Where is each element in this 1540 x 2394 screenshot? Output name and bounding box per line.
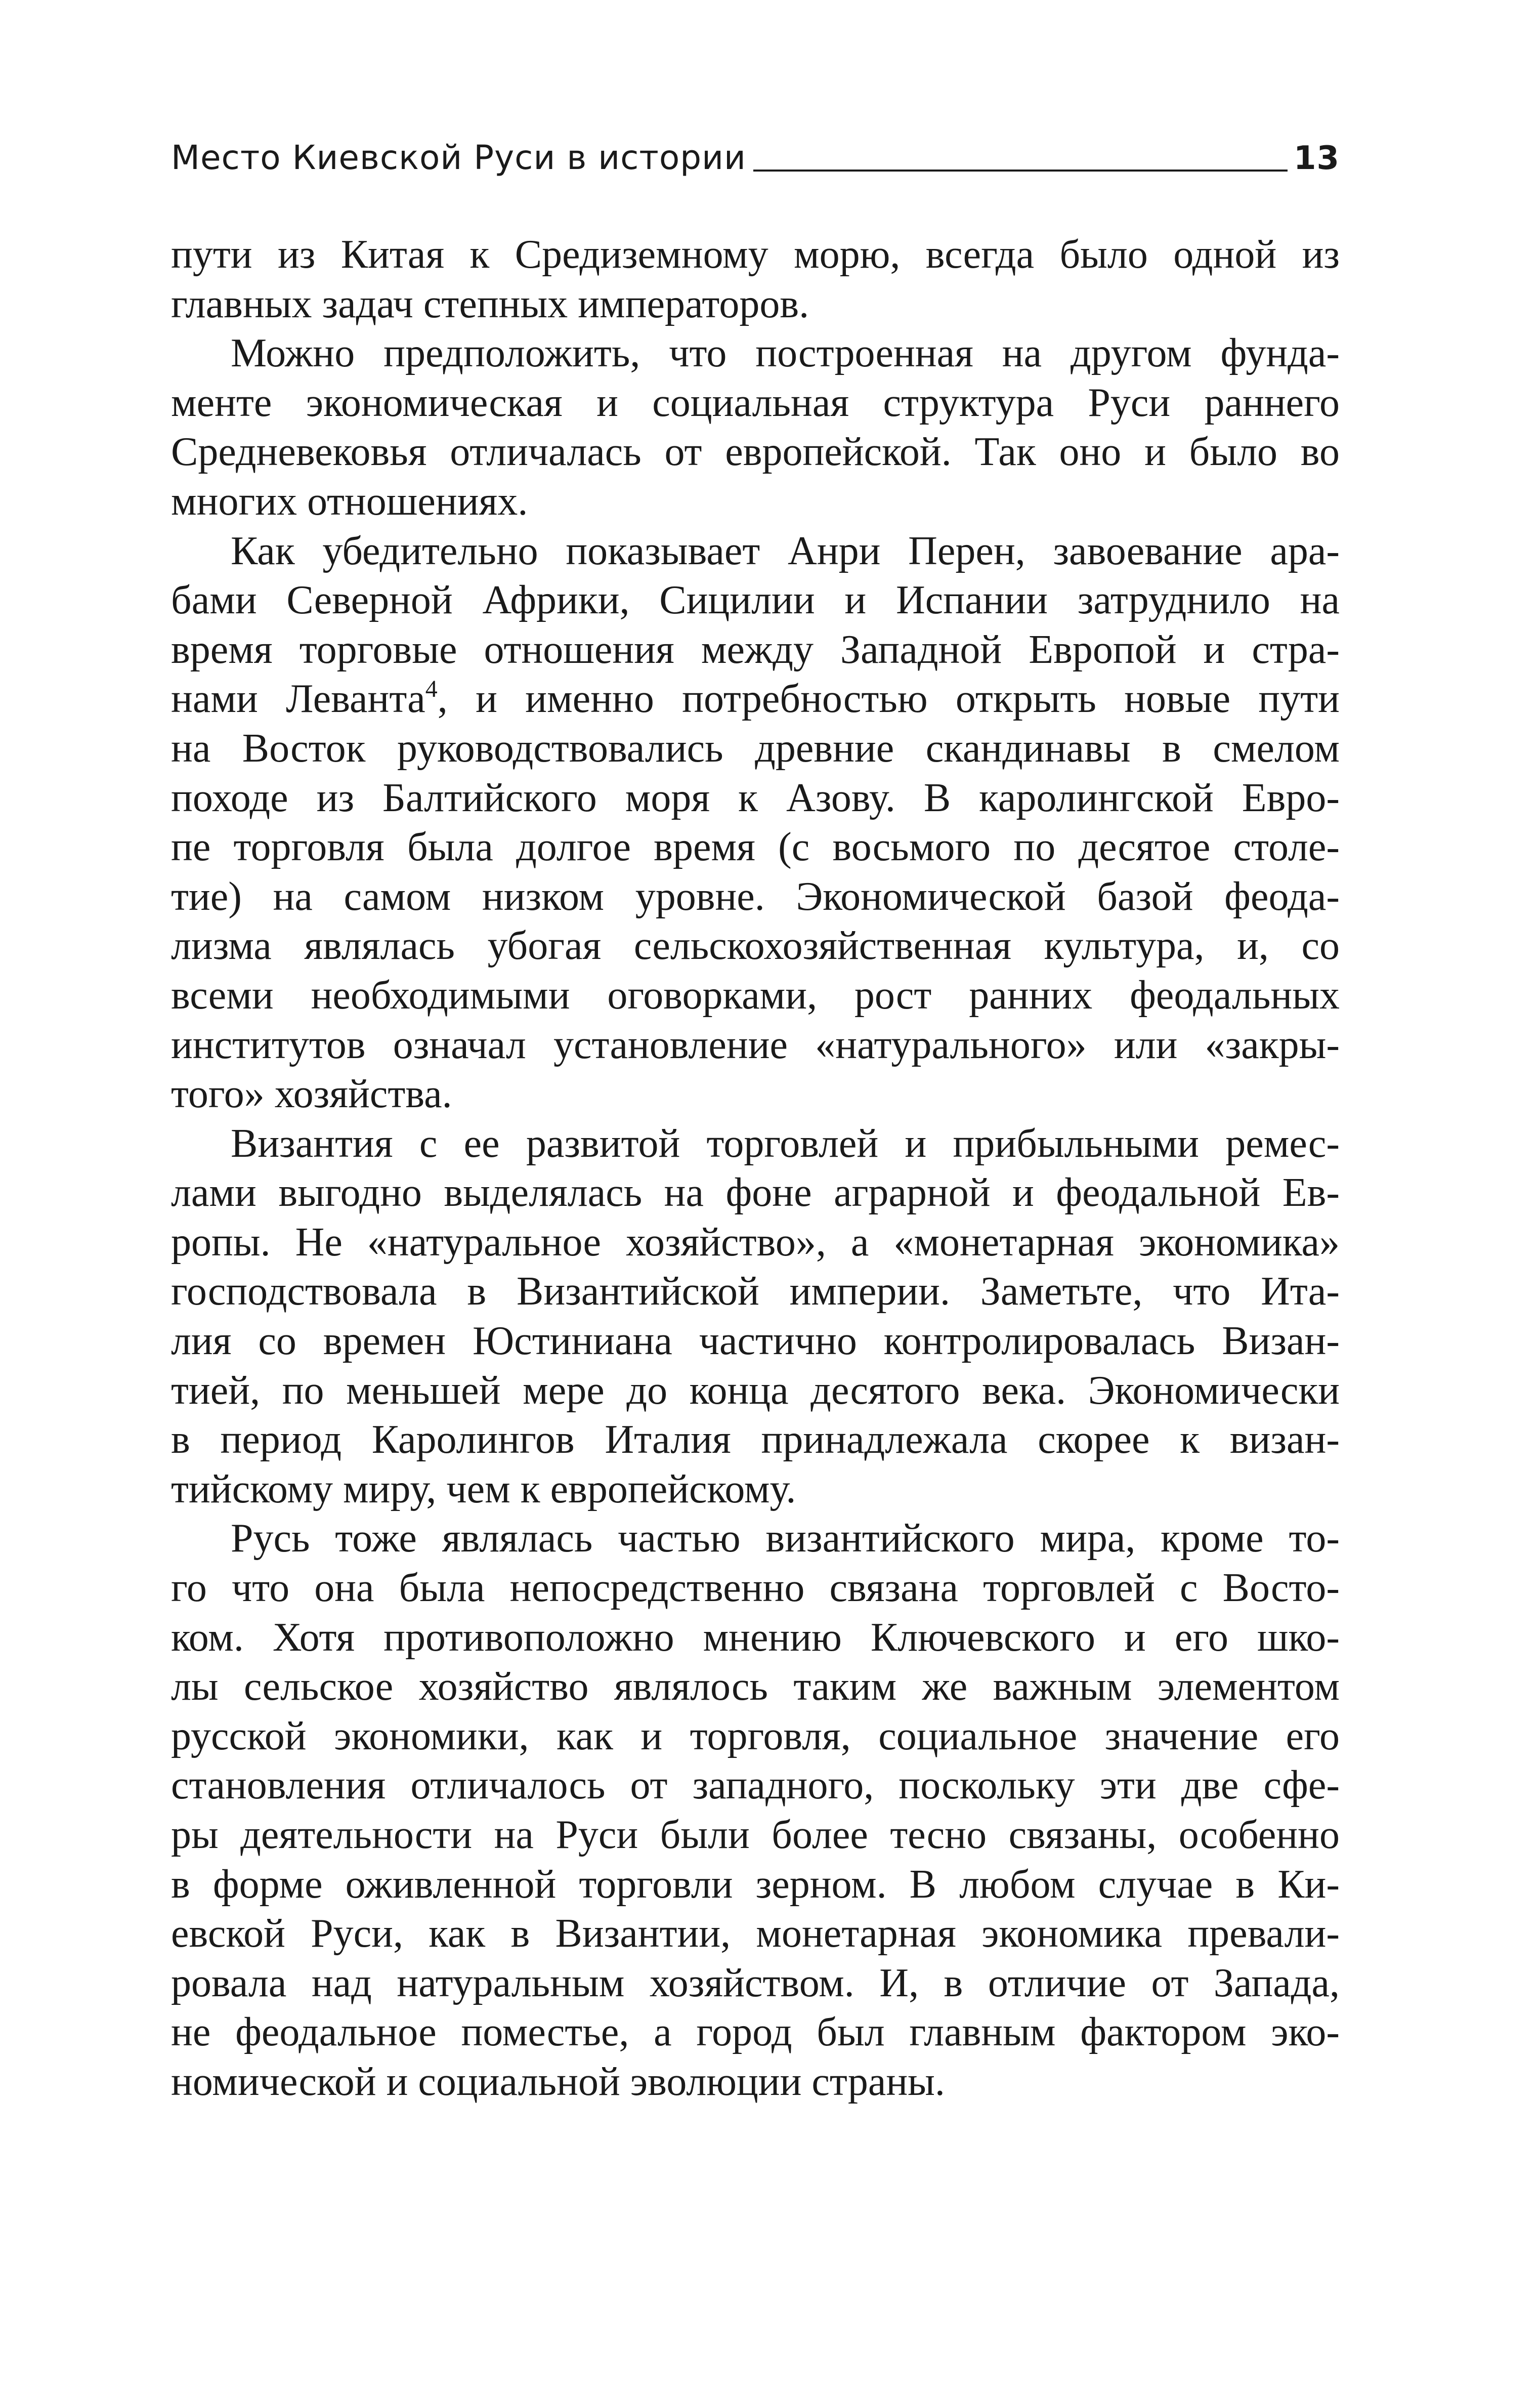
chapter-title: Место Киевской Руси в истории [171, 138, 746, 177]
text-line: время торговые отношения между Западной Европой и стра- [171, 627, 1340, 672]
text-line: евской Руси, как в Византии, монетарная экономика превали- [171, 1911, 1340, 1956]
text-line: главных задач степных императоров. [171, 281, 809, 326]
header-rule [753, 170, 1288, 172]
text-line: Как убедительно показывает Анри Перен, завоевание ара- [231, 528, 1340, 573]
text-line: всеми необходимыми оговорками, рост ранних феодальных [171, 973, 1340, 1018]
paragraph [171, 527, 1340, 1119]
running-head [171, 129, 1340, 175]
text-line: тийскому миру, чем к европейскому. [171, 1466, 796, 1511]
text-line: Византия с ее развитой торговлей и прибыльными ремес- [231, 1121, 1340, 1166]
paragraph [171, 1119, 1340, 1515]
text-line: тией, по меньшей мере до конца десятого века. Экономически [171, 1368, 1340, 1413]
text-line: лами выгодно выделялась на фоне аграрной и феодальной Ев- [171, 1170, 1340, 1215]
text-line: лы сельское хозяйство являлось таким же важным элементом [171, 1664, 1340, 1709]
body-text [171, 230, 1340, 2107]
page-number: 13 [1293, 140, 1340, 177]
text-line: Можно предположить, что построенная на другом фунда- [231, 331, 1340, 376]
text-fragment: нами Леванта [171, 677, 425, 722]
text-line: институтов означал установление «натурального» или «закры- [171, 1022, 1340, 1067]
text-line: не феодальное поместье, а город был главным фактором эко- [171, 2010, 1340, 2055]
text-line: того» хозяйства. [171, 1072, 452, 1117]
paragraph [171, 1514, 1340, 2107]
text-line: на Восток руководствовались древние скандинавы в смелом [171, 726, 1340, 771]
text-line: тие) на самом низком уровне. Экономической базой феода- [171, 874, 1340, 919]
text-line: ропы. Не «натуральное хозяйство», а «монетарная экономика» [171, 1220, 1340, 1265]
footnote-ref[interactable]: 4 [425, 676, 438, 703]
text-line: лия со времен Юстиниана частично контролировалась Визан- [171, 1319, 1340, 1364]
text-line: ровала над натуральным хозяйством. И, в отличие от Запада, [171, 1960, 1340, 2005]
paragraph [171, 230, 1340, 329]
text-line: становления отличалось от западного, поскольку эти две сфе- [171, 1763, 1340, 1808]
text-line: лизма являлась убогая сельскохозяйственная культура, и, со [171, 923, 1340, 969]
paragraph [171, 329, 1340, 526]
text-line: русской экономики, как и торговля, социальное значение его [171, 1713, 1340, 1758]
text-line: многих отношениях. [171, 479, 528, 524]
text-line: ком. Хотя противоположно мнению Ключевского и его шко- [171, 1615, 1340, 1660]
text-line: Русь тоже являлась частью византийского мира, кроме то- [231, 1516, 1340, 1561]
text-line: пе торговля была долгое время (с восьмого по десятое столе- [171, 825, 1340, 870]
text-line: менте экономическая и социальная структура Руси раннего [171, 380, 1340, 425]
text-fragment: , и именно потребностью открыть новые пути [437, 677, 1340, 722]
text-line: пути из Китая к Средиземному морю, всегда было одной из [171, 232, 1340, 277]
text-line: в период Каролингов Италия принадлежала скорее к визан- [171, 1417, 1340, 1462]
text-line: бами Северной Африки, Сицилии и Испании затруднило на [171, 578, 1340, 623]
text-line: Средневековья отличалась от европейской. Так оно и было во [171, 430, 1340, 475]
text-line-with-footnote [171, 675, 1340, 724]
text-line: го что она была непосредственно связана торговлей с Восто- [171, 1566, 1340, 1611]
text-line: ры деятельности на Руси были более тесно связаны, особенно [171, 1813, 1340, 1857]
text-line: господствовала в Византийской империи. Заметьте, что Ита- [171, 1269, 1340, 1314]
text-line: походе из Балтийского моря к Азову. В каролингской Евро- [171, 775, 1340, 820]
text-line: в форме оживленной торговли зерном. В любом случае в Ки- [171, 1862, 1340, 1907]
text-line: номической и социальной эволюции страны. [171, 2059, 945, 2104]
